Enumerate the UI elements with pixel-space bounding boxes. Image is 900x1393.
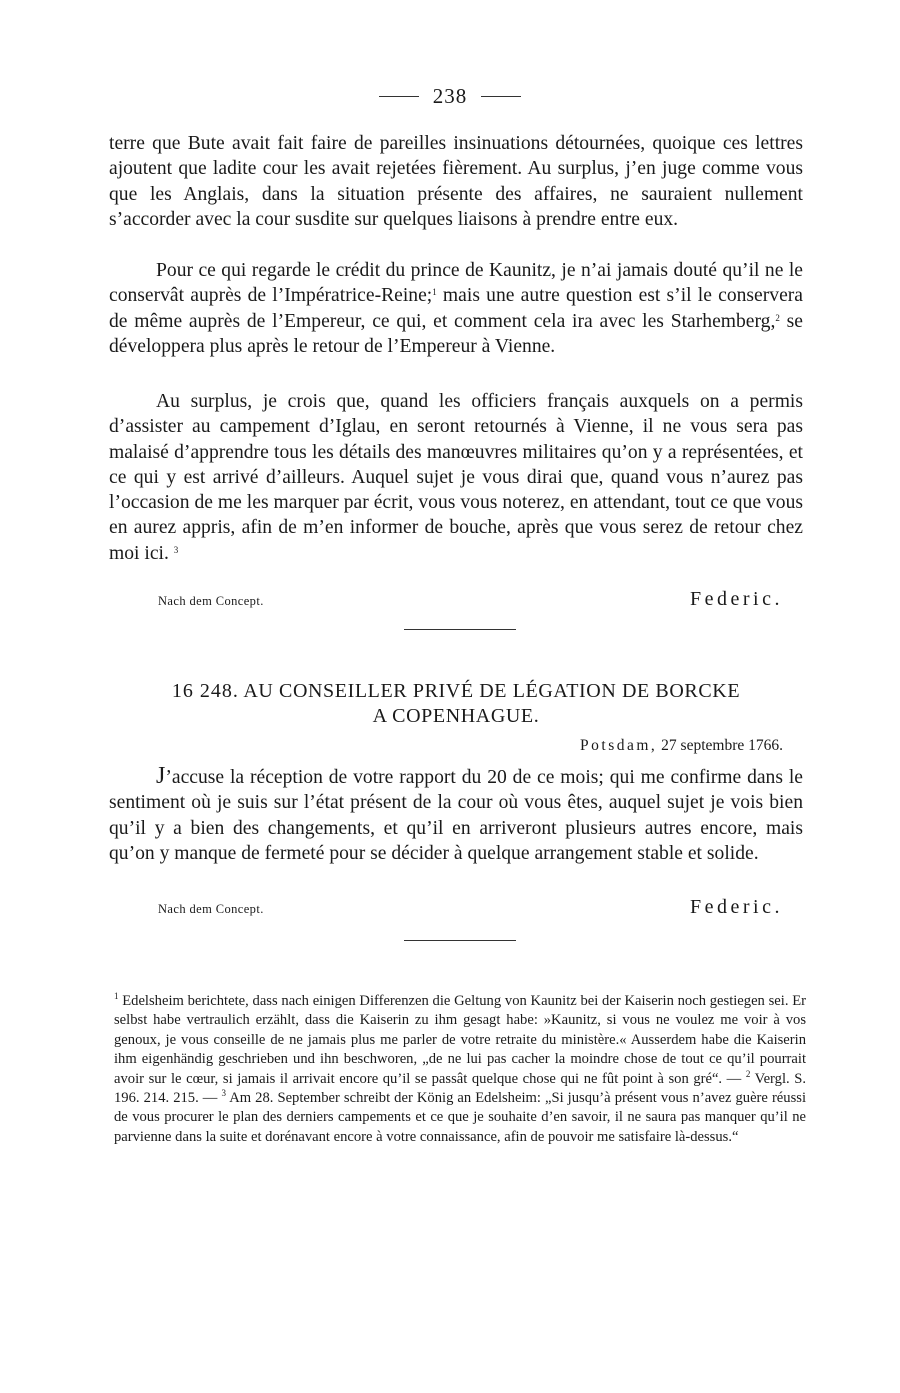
paragraph-iglau: [109, 389, 803, 566]
paragraph-kaunitz: [109, 258, 803, 359]
page-number: 238: [432, 84, 468, 108]
letter-recipient: AU CONSEILLER PRIVÉ DE LÉGATION DE BORCKE: [243, 680, 741, 702]
paragraph-text: terre que Bute avait fait faire de pareilles insinuations détournées, quoique ces lettres ajoutent que ladite cour les avait rejetées fièrement. Au surplus, j’en juge comme vous que les Anglais, dans la situation présente des affaires, ne sauraient nullement s’accorder avec la cour susdite sur quelques liaisons à prendre entre eux.: [109, 133, 803, 230]
letter-body: [109, 764, 803, 866]
letter-heading-line2: A COPENHAGUE.: [372, 705, 540, 727]
dateline-date: 27 septembre 1766.: [661, 737, 783, 754]
footnote-1: Edelsheim berichtete, dass nach einigen Differenzen die Geltung von Kaunitz bei der Kaiserin noch gestiegen sei. Er selbst habe vertraulich erzählt, dass die Kaiserin zu ihm gesagt habe: »Kaunitz, si vous ne voulez me voir à vos genoux, je vous conseille de ne jamais plus me parler de votre retraite du ministère.« Ausserdem habe die Kaiserin ihm eigenhändig geschrieben und ihn beschworen, „de ne lui pas cacher la moindre chose de tout ce qu’il pourrait avoir sur le cœur, si jamais il arrivait encore qu’il se passât quelque chose qui ne fût point à son gré“. —: [114, 993, 806, 1087]
source-note: Nach dem Concept.: [158, 902, 264, 916]
source-note: Nach dem Concept.: [158, 594, 264, 608]
page-header: [0, 84, 900, 109]
footnote-mark-1: 1: [114, 991, 119, 1001]
footnotes: [114, 992, 806, 1147]
header-dash-right: [481, 96, 521, 97]
letter-text: ’accuse la réception de votre rapport du 20 de ce mois; qui me confirme dans le sentiment où je suis sur l’état présent de la cour où vous êtes, auquel sujet je vois bien qu’il y a bien des changements, et qu’il en arriveront plusieurs autres encore, mais qu’on y manque de fermeté pour se décider à quelque arrangement stable et solide.: [109, 767, 803, 864]
signature: Federic.: [690, 896, 783, 918]
section-divider: [404, 629, 516, 630]
footnote-divider: [404, 940, 516, 941]
dateline: [400, 737, 783, 755]
initial-letter: J: [156, 763, 166, 789]
closing-line: [158, 588, 783, 611]
paragraph-continued: [109, 131, 803, 232]
paragraph-text: se développera plus après le retour de l’Empereur à Vienne.: [109, 310, 803, 357]
footnote-2: Vergl. S. 196. 214. 215. —: [114, 1070, 806, 1107]
paragraph-text: mais une autre question est s’il le conservera de même auprès de l’Empereur, ce qui, et comment cela ira avec les Starhemberg,: [109, 285, 803, 332]
footnote-ref-1: 1: [432, 287, 437, 298]
letter-number: 16 248.: [171, 680, 239, 702]
letter-heading: [109, 679, 803, 729]
dateline-place: Potsdam,: [580, 737, 658, 754]
paragraph-text: Pour ce qui regarde le crédit du prince de Kaunitz, je n’ai jamais douté qu’il ne le conservât auprès de l’Impératrice-Reine;: [109, 260, 803, 307]
footnote-ref-2: 2: [775, 312, 780, 323]
footnote-mark-2: 2: [745, 1068, 751, 1079]
footnote-ref-3: 3: [173, 544, 179, 555]
footnote-mark-3: 3: [221, 1088, 226, 1099]
letter-heading-line1: [109, 679, 803, 704]
paragraph-text: Au surplus, je crois que, quand les officiers français auxquels on a permis d’assister au campement d’Iglau, en seront retournés à Vienne, il ne vous sera pas malaisé d’apprendre tous les détails des manœuvres militaires qu’on y a représentées, et ce qui y est arrivé d’ailleurs. Auquel sujet je vous dirai que, quand vous n’aurez pas l’occasion de me les marquer par écrit, vous vous noterez, en attendant, tout ce que vous en aurez appris, afin de m’en informer de bouche, après que vous serez de retour chez moi ici.: [109, 391, 803, 564]
signature: Federic.: [690, 588, 783, 610]
header-dash-left: [379, 96, 419, 97]
closing-line: [158, 896, 783, 919]
footnote-3: Am 28. September schreibt der König an Edelsheim: „Si jusqu’à présent vous n’avez guère réussi de vous procurer le plan des derniers campements et ce que je souhaite d’en savoir, il ne saura pas manquer qu’il ne parvienne dans la suite et dorénavant encore à votre connaissance, afin de pouvoir me satisfaire là-dessus.“: [114, 1090, 806, 1145]
